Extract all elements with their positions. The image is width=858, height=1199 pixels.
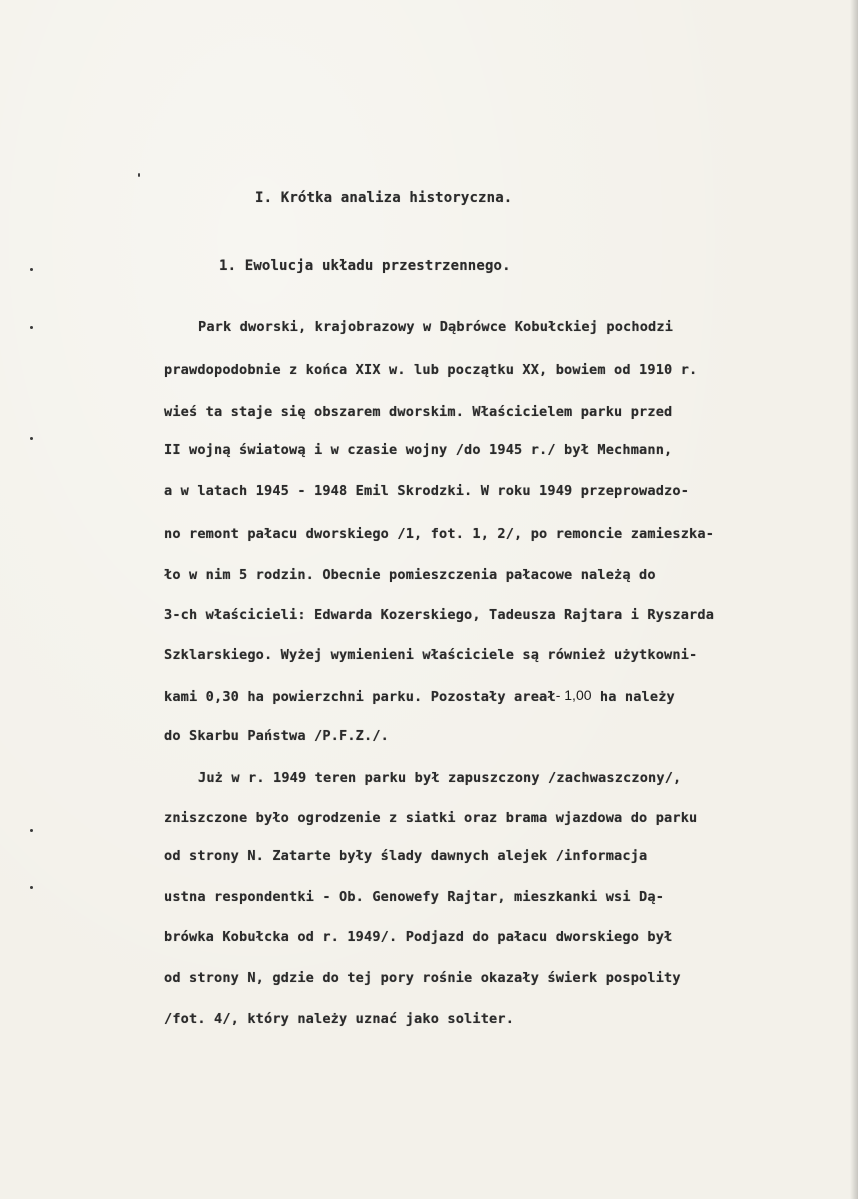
margin-speck [30, 268, 33, 271]
margin-speck [30, 437, 33, 440]
paragraph1-line-end: ha należy [591, 689, 675, 705]
paragraph2-line: od strony N. Zatarte były ślady dawnych alejek /informacja [164, 848, 648, 864]
paragraph2-line: Już w r. 1949 teren parku był zapuszczony /zachwaszczony/, [198, 770, 682, 786]
section-heading: I. Krótka analiza historyczna. [255, 190, 513, 206]
paragraph1-line: wieś ta staje się obszarem dworskim. Właścicielem parku przed [164, 404, 673, 420]
paragraph2-line: zniszczone było ogrodzenie z siatki oraz brama wjazdowa do parku [164, 810, 698, 826]
paragraph1-line: do Skarbu Państwa /P.F.Z./. [164, 728, 390, 744]
paragraph1-line: ło w nim 5 rodzin. Obecnie pomieszczenia pałacowe należą do [164, 567, 656, 583]
paragraph1-line: II wojną światową i w czasie wojny /do 1945 r./ był Mechmann, [164, 442, 673, 458]
paragraph2-line: ustna respondentki - Ob. Genowefy Rajtar, mieszkanki wsi Dą- [164, 889, 665, 905]
margin-speck [138, 173, 140, 177]
paragraph1-line-with-correction [164, 688, 675, 705]
page-edge-shadow [850, 0, 858, 1199]
paragraph1-line: prawdopodobnie z końca XIX w. lub początku XX, bowiem od 1910 r. [164, 362, 698, 378]
paragraph2-line: od strony N, gdzie do tej pory rośnie okazały świerk pospolity [164, 970, 681, 986]
margin-speck [30, 886, 33, 889]
subsection-heading: 1. Ewolucja układu przestrzennego. [219, 258, 511, 274]
paragraph1-line-start: kami 0,30 ha powierzchni parku. Pozostały areał [164, 689, 556, 705]
margin-speck [30, 829, 33, 832]
paragraph2-line: /fot. 4/, który należy uznać jako soliter. [164, 1011, 515, 1027]
paragraph1-line: no remont pałacu dworskiego /1, fot. 1, 2/, po remoncie zamieszka- [164, 526, 715, 542]
paragraph1-line: Park dworski, krajobrazowy w Dąbrówce Kobułckiej pochodzi [198, 319, 674, 335]
paragraph1-line: Szklarskiego. Wyżej wymienieni właściciele są również użytkowni- [164, 647, 698, 663]
paragraph1-line: a w latach 1945 - 1948 Emil Skrodzki. W roku 1949 przeprowadzo- [164, 483, 690, 499]
margin-speck [30, 326, 33, 329]
paragraph1-line: 3-ch właścicieli: Edwarda Kozerskiego, Tadeusza Rajtara i Ryszarda [164, 607, 715, 623]
paragraph2-line: brówka Kobułcka od r. 1949/. Podjazd do pałacu dworskiego był [164, 929, 673, 945]
handwritten-correction: - 1,00 [555, 687, 592, 703]
